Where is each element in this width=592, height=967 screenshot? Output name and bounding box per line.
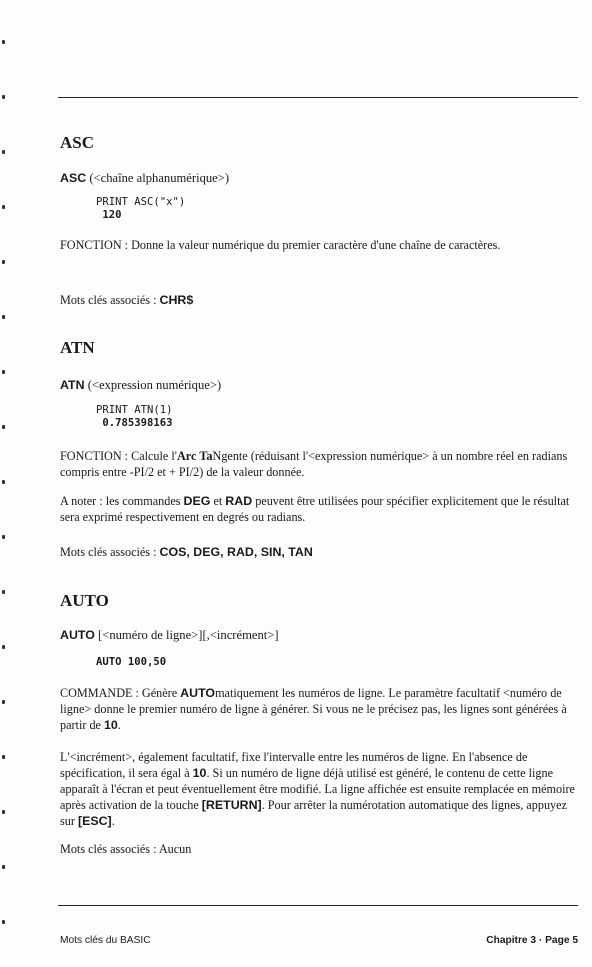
asc-code-line: PRINT ASC("x") [96,196,186,208]
binding-mark [2,865,5,869]
atn-function-n: N [212,449,222,463]
atn-syntax-args: (<expression numérique>) [87,378,222,392]
atn-function-ta: Ta [199,449,213,463]
binding-mark [2,755,5,759]
binding-mark [2,810,5,814]
footer-left: Mots clés du BASIC [60,935,151,946]
auto-increment-end: . [111,814,115,828]
atn-heading: ATN [60,338,95,357]
asc-related [60,292,580,308]
auto-related [60,841,580,857]
auto-increment-mid2: . Pour arrêter la numérotation automatique des lignes, appuyez sur [60,798,567,828]
auto-related-label: Mots clés associés : [60,842,157,856]
auto-command [60,685,580,733]
footer-page: Page 5 [545,935,578,946]
auto-increment-text: L'<incrément>, également facultatif, fixe l'intervalle entre les numéros de ligne. En l'absence de spécification, il sera égal à [60,750,528,780]
atn-code-line: PRINT ATN(1) [96,404,173,416]
binding-mark [2,260,5,264]
asc-related-label: Mots clés associés : [60,293,157,307]
binding-mark [2,920,5,924]
binding-mark [2,480,5,484]
atn-related-label: Mots clés associés : [60,545,157,559]
bottom-rule [58,905,578,906]
auto-command-number: 10 [104,718,118,732]
auto-increment-number: 10 [192,766,207,780]
binding-mark [2,590,5,594]
atn-note-and: et [213,494,223,508]
binding-mark [2,150,5,154]
atn-note-rad: RAD [225,494,253,508]
binding-mark [2,645,5,649]
atn-code-output: 0.785398163 [96,417,173,429]
auto-related-keywords: Aucun [158,842,192,856]
atn-syntax-keyword: ATN [60,378,85,392]
binding-mark [2,700,5,704]
auto-syntax-args: [<numéro de ligne>][,<incrément>] [98,628,279,642]
footer-right: Chapitre 3 · Page 5 [486,935,578,946]
auto-increment-mid: . Si un numéro de ligne déjà utilisé est généré, le contenu de cette ligne apparaît à l'écran et peut éventuellement être modifié. La ligne affichée est ensuite remplacée en mémoire après activation de la touche [60,766,575,812]
auto-heading: AUTO [60,591,109,610]
atn-function-rest: gente (réduisant l'<expression numérique> à un nombre réel en radians compris entre -PI/2 et + PI/2) de la valeur donnée. [60,449,568,479]
atn-note-rest: peuvent être utilisées pour spécifier explicitement que le résultat sera exprimé respectivement en degrés ou radians. [60,494,570,524]
footer-chapter: Chapitre 3 [486,935,537,946]
binding-mark [2,315,5,319]
atn-function-text: FONCTION : Calcule l' [60,449,177,463]
auto-syntax [60,627,580,643]
atn-function [60,448,580,480]
asc-heading: ASC [60,133,95,152]
binding-mark [2,535,5,539]
auto-syntax-keyword: AUTO [60,628,95,642]
binding-mark [2,95,5,99]
auto-command-end: . [117,718,121,732]
asc-syntax [60,170,580,186]
binding-mark [2,370,5,374]
atn-syntax [60,377,580,393]
auto-code-line: AUTO 100,50 [96,656,167,668]
asc-related-keywords: CHR$ [159,293,194,307]
binding-mark [2,425,5,429]
asc-function: FONCTION : Donne la valeur numérique du premier caractère d'une chaîne de caractères. [60,238,501,252]
atn-note [60,493,580,525]
atn-note-text: A noter : les commandes [60,494,181,508]
auto-command-rest: matiquement les numéros de ligne. Le paramètre facultatif <numéro de ligne> donne le premier numéro de ligne à générer. Si vous ne le précisez pas, les lignes sont générées à partir de [60,686,567,732]
auto-increment-esc-key: [ESC] [77,814,112,828]
binding-mark [2,205,5,209]
auto-increment [60,749,580,829]
auto-command-keyword: AUTO [180,686,216,700]
top-rule [58,97,578,98]
atn-function-arc: Arc [176,449,197,463]
asc-syntax-args: (<chaîne alphanumérique>) [89,171,230,185]
atn-related [60,544,580,560]
auto-command-text: COMMANDE : Génère [60,686,178,700]
asc-syntax-keyword: ASC [60,171,87,185]
atn-note-deg: DEG [183,494,211,508]
asc-code-output: 120 [96,209,122,221]
atn-related-keywords: COS, DEG, RAD, SIN, TAN [159,545,313,559]
binding-mark [2,40,5,44]
auto-increment-return-key: [RETURN] [201,798,262,812]
